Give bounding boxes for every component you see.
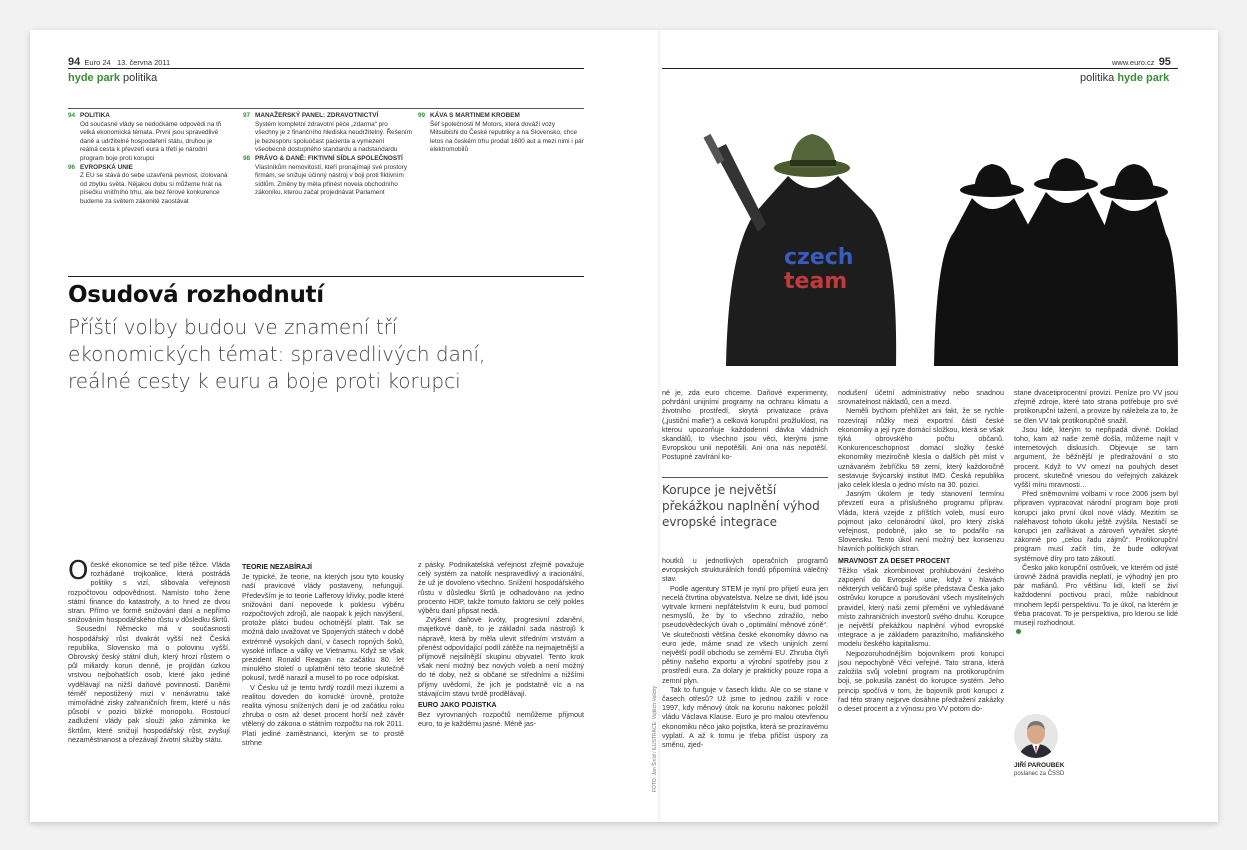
left-folio <box>68 56 170 68</box>
paragraph: Podle agentury STEM je nyní pro přijetí eura jen necelá čtvrtina obyvatelstva. Nelze se divit, lidé jsou vytrvale krmeni nepřátelstvím k euru, bud pomocí nesmyslů, že by to všechno zdražilo, nebo pseudovědeckých úvah o „optimální měnové zóně“. Ve skutečnosti většina české ekonomiky dávno na euro jede, máme snad ze všech unijních zemí největší podíl obchodu se zeměmi EU. Zhruba čtyři pětiny našeho exportu a výrobní spotřeby jsou z prostředí eura. Za dolary je prakticky pouze ropa a zemní plyn. <box>662 583 828 685</box>
paragraph: houtků u jednotlivých operačních programů evropských strukturálních fondů připomíná válečný stav. <box>662 556 828 584</box>
article-headline: Osudová rozhodnutí <box>68 282 324 308</box>
paragraph: Je typické, že teorie, na kterých jsou tyto kousky naší pravicové vlády postaveny, nefungují. Především je to teorie Lafferovy křivky, podle které snižování daní nepovede k poklesu výběru rozpočtových zdrojů, ale naopak k jejich navýšení, protože plátci budou ochotnější platit. Tak se možná dalo uvažovat ve Spojených státech v době extrémně vysokých daní, v časech ropných šoků, vysoké inflace a války ve Vietnamu. Když se však prezident Ronald Reagan na začátku 80. let minulého století o uplatnění této teorie skutečně pokusil, tvrdě narazil a musel to po roce odpískat. <box>242 572 404 683</box>
end-mark <box>1016 629 1021 634</box>
pull-quote-rule <box>662 477 828 478</box>
subheading: MRAVNOST ZA DESET PROCENT <box>838 557 951 565</box>
article-column-6 <box>1014 388 1178 636</box>
jacket-text-team: team <box>784 269 848 294</box>
paragraph: Jsou lidé, kterým to nepřipadá divné. Doklad toho, kam až naše země došla, můžeme najít v internetových diskusích. Objevuje se tam argument, že běžnější je předražování o sto procent. Když to VV omezí na pouhých deset procent, skutečně vnesou do veřejných zakázek vyšší míru mravnosti… <box>1014 424 1178 490</box>
article-column-5 <box>838 388 1004 713</box>
paragraph: Česko jako korupční ostrůvek, ve kterém od jisté úrovně žádná pravidla neplatí, je výhodný jen pro pár mafiánů. Pro většinu lidí, kteří se živí každodenní poctivou prací, může nabídnout mnohem lepší perspektivu. To je úkol, na kterém je třeba pracovat. To je perspektiva, pro kterou se lidé musejí rozhodnout. <box>1014 562 1178 628</box>
jacket-text-czech: czech <box>784 245 854 270</box>
toc-entry[interactable]: 97 MANAŽERSKÝ PANEL: ZDRAVOTNICTVÍ <box>243 112 379 119</box>
toc-column-3 <box>418 112 584 155</box>
toc-entry[interactable]: 99 KÁVA S MARTINEM KROBEM <box>418 112 520 119</box>
toc-entry-text: Z EU se stává do sebe uzavřená pevnost, izolovaná od zbytku světa. Nějakou dobu si můžeme hrát na písečku vnitřního trhu, ale bez férové konkurence budeme za světem zákonitě zaostávat <box>80 172 228 205</box>
toc-column-1 <box>68 112 228 207</box>
article-column-3 <box>418 560 584 729</box>
author-role: poslanec za ČSSD <box>1014 771 1065 777</box>
right-rubric <box>1080 72 1169 84</box>
toc-entry-text: Vlastníkům nemovitostí, kteří pronajímají své prostory firmám, se snižuje účinný nástroj v boji proti fiktivním sídlům. Změny by měla přinést novela obchodního zákoníku, kterou začal projednávat Parlament <box>255 163 408 197</box>
toc-column-2 <box>243 112 413 198</box>
paragraph: Bez vyrovnaných rozpočtů nemůžeme přijmout euro, to je každému jasné. Méně jas- <box>418 710 584 729</box>
subheading: TEORIE NEZABÍRAJÍ <box>242 564 313 571</box>
author-photo <box>1014 714 1058 758</box>
article-column-4-continued <box>662 556 828 749</box>
article-illustration <box>666 104 1178 366</box>
right-header-rule <box>662 68 1178 69</box>
paragraph: nodušení účetní administrativy nebo snadnou srovnatelnost nákladů, cen a mezd. <box>838 388 1004 407</box>
right-folio <box>1112 56 1171 68</box>
paragraph: Zvýšení daňové kvóty, progresivní zdanění, majetkové daně, to je základní sada nástrojů k nápravě, která by měla ulevit středním vrstvám a přenést odpovídající podíl zátěže na nejmajetnější a příjmově nejsilnější skupinu obyvatel. Tento krok však není možný bez nových voleb a není možný do té doby, než si občané se středními a nižšími příjmy uvědomí, že jich je podstatně víc a na stávajícím stavu tvrdě prodělávají. <box>418 615 584 698</box>
rubric-brand-left: hyde park <box>68 72 120 84</box>
headline-rule <box>68 276 584 277</box>
paragraph: Nejpozoruhodnějším bojovníkem proti korupci jsou nepochybně Věci veřejné. Tato strana, která založila svůj volební program na protikorupčním boji, se pokusila zanést do korupce systém. Jeho princip spočívá v tom, že bojovník proti korupci z řad této strany nejprve dosáhne předražení zakázky o deset procent a z výnosu pro VV potom do- <box>838 648 1004 713</box>
site-url: www.euro.cz <box>1112 58 1155 67</box>
paragraph: V Česku už je tento tvrdý rozdíl mezi iluzemi a realitou doveden do komické úrovně, protože realita výnosu snížených daní je od začátku roku zhruba o osm až deset procent horší než závěr vtělený do zákona o státním rozpočtu na rok 2011. Platí jediné zaměstnanci, kterým se to prostě strhne <box>242 682 404 747</box>
article-column-4 <box>662 388 828 462</box>
pull-quote: Korupce je největší překážkou naplnění výhod evropské integrace <box>662 483 820 529</box>
author-name: JIŘÍ PAROUBEK <box>1014 762 1065 769</box>
paragraph: stane dvacetiprocentní provizi. Peníze pro VV jsou zřejmě zdroje, které tato strana potřebuje pro své protikorupční tažení, a provize by náležela za to, že se člen VV tak protikorupčně snažil. <box>1014 388 1178 425</box>
toc-entry[interactable]: 98 PRÁVO & DANĚ: FIKTIVNÍ SÍDLA SPOLEČNOSTÍ <box>243 154 403 162</box>
article-column-1 <box>68 556 230 744</box>
toc-top-rule <box>68 108 584 109</box>
paragraph: české ekonomice se teď píše těžce. Vláda rozhádané trojkoalice, která postrádá politiky s vizí, slibovala veřejnosti rozpočtovou odpovědnost. Namísto toho žene státní finance do katastrofy, a to hned ze dvou stran. Přímo ve formě snižování daní a nepřímo snižováním hospodářského růstu v důsledku škrtů. <box>68 560 230 625</box>
publication-name: Euro 24 <box>84 58 111 67</box>
gangsters-illustration <box>666 104 1178 366</box>
paragraph: Jasným úkolem je tedy stanovení termínu převzetí eura a příslušného programu příprav. Vláda, která vzejde z příštích voleb, musí euro pojmout jako celonárodní úkol, pro který získá veřejnost, podobně, jako se to podařilo na Slovensku. Tento úkol není možný bez konsenzu hlavních politických stran. <box>838 489 1004 554</box>
toc-entry-text: Šéf společnosti M Motors, která dováží vozy Mitsubishi do České republiky a na Slovensko, chce letos na českém trhu prodat 1600 aut a mezi nimi i pár elektromobilů <box>430 120 584 154</box>
issue-date: 13. června 2011 <box>116 58 171 67</box>
toc-entry[interactable]: 96 EVROPSKÁ UNIE <box>68 163 133 171</box>
toc-entry[interactable]: 94 POLITIKA <box>68 112 110 119</box>
paragraph: Tak to funguje v časech klidu. Ale co se stane v časech otřesů? Už jsme to jednou zažili v roce 1997, kdy měnový útok na korunu nakonec položil vládu Václava Klause. Euro je pro malou otevřenou ekonomiku něco jako pojistka, která se prozíravému vyplatí. A až k tomu je třeba přičíst úspory za směnu, zjed- <box>662 684 828 750</box>
subheading: EURO JAKO POJISTKA <box>418 702 497 710</box>
left-header-rule <box>68 68 584 69</box>
photo-credit: FOTO: Jan Šmíd / ILUSTRACE: Vojtěch Velický <box>652 685 658 792</box>
paragraph: Před sněmovními volbami v roce 2006 jsem byl připraven vypracovat národní program boje proti korupci jako první úkol nové vlády. Mezitím se naléhavost tohoto úkolu ještě zvýšila. Nestačí se korupci jen zaříkávat a zároveň vytvářet skryté zákonné pro „celou řadu zájmů“. Protikorupční program musí začít tím, že bude odkrývat systémové díry pro tato zákoutí. <box>1014 489 1178 563</box>
paragraph: Neměli bychom přehlížet ani fakt, že se rychle rozevírají nůžky mezi exportní částí české ekonomiky a její ryze domácí složkou, která se však týká obrovského počtu občanů. Konkurenceschopnost domácí složky české ekonomiky meziročně klesla o dalších pět míst v uznávaném žebříčku 59 zemí, který každoročně sestavuje švýcarský institut IMD. Česká republika jako celek klesla o jedno místo na 30. pozici. <box>838 406 1004 490</box>
paragraph: z pásky. Podnikatelská veřejnost zřejmě považuje celý systém za natolik nespravedlivý a iracionální, že už je dovoleno všechno. Snížení hospodářského růstu v důsledku škrtů je odhadováno na jedno procento HDP, takže tomuto faktoru se celý pokles výběru daní připsat nedá. <box>418 560 584 616</box>
toc-entry-text: Od současné vlády se nedočkáme odpovědi na tři velká ekonomická témata. První jsou spravedlivé daně a udržitelné hospodaření státu, druhou je reálná cesta k převzetí eura a třetí je národní program boje proti korupci <box>80 120 222 162</box>
drop-cap: O <box>68 556 89 586</box>
magazine-spread <box>30 30 1218 822</box>
paragraph: Sousední Německo má v současnosti hospodářský růst dvakrát vyšší než Česká republika, Slovensko má o polovinu vyšší. Obrovský český státní dluh, který hrozí růstem o půl miliardy korun denně, je projídán úzkou vrstvou nejbohatších osob, které jako jediné vydělávají na nižší daňové povinnosti. Daněmi téměř nepostižený mizí v nenávratnu také mimořádné zisky zahraničních firem, které u nás působí v pozici blízké monopolu. Rostoucí zadlužení vlády pak slouží jako záminka ke škrtům, které snižují hospodářský růst, zvyšují nezaměstnanost a ořezávají životní služby státu. <box>68 624 230 744</box>
paragraph: né je, zda euro chceme. Daňové experimenty, pohrdání unijními programy na ochranu klimatu a životního prostředí, skrytá privatizace práva („justiční mafie“) a celková korupční prožluklost, na kterou upozorňuje každodenní dávka vládních skandálů, to všechno jsou věci, kterými jsme Evropskou unii nepotěšili. Ani ona nás nepotěší. Postupné zavírání ko- <box>662 388 828 462</box>
rubric-section-right: politika <box>1080 72 1115 84</box>
left-rubric <box>68 72 157 84</box>
right-page-number: 95 <box>1158 56 1171 68</box>
paragraph: Těžko však zkombinovat prohlubování českého zapojení do Evropské unie, když v hlavách některých veličánů bují spíše představa Česka jako ostrůvku korupce a porušování všech myslitelných pravidel, který naši zemi přemění ve vyhledávané místo zahraničních investorů svého druhu. Korupce je největší překážkou naplnění výhod evropské integrace a je základem parazitního, mafiánského modelu českého kapitalismu. <box>838 565 1004 649</box>
rubric-section-left: politika <box>123 72 158 84</box>
left-page-number: 94 <box>68 56 81 68</box>
toc-entry-text: Systém kompletní zdravotní péče „zdarma“ pro všechny je z finančního hlediska neudržitelný. Řešením je bezesporu spoluúčast pacienta a vymezení všeobecně dostupného standardu a nadstandardu <box>255 120 413 154</box>
author-avatar <box>1014 714 1058 758</box>
article-column-2 <box>242 560 404 747</box>
article-deck: Příští volby budou ve znamení tří ekonomických témat: spravedlivých daní, reálné cesty k euru a boje proti korupci <box>68 315 486 393</box>
rubric-brand-right: hyde park <box>1117 72 1170 84</box>
